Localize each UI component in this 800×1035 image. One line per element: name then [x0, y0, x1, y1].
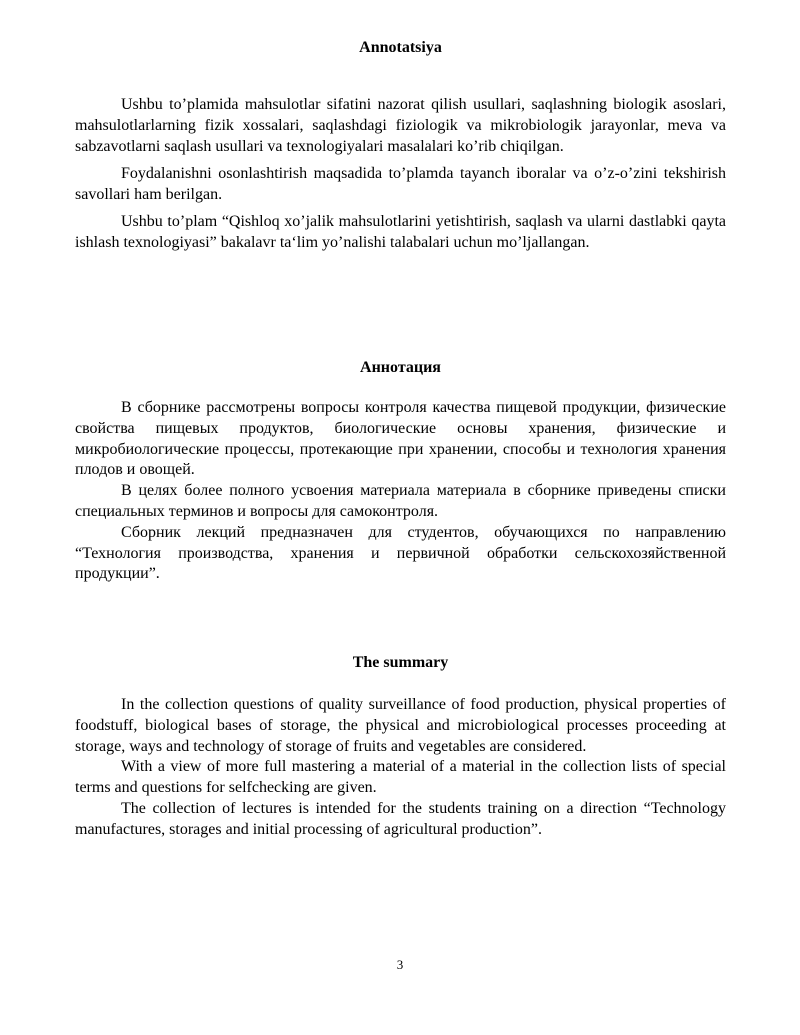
english-paragraph-1: In the collection questions of quality surveillance of food production, physical properties of foodstuff, biological bases of storage, the physical and microbiological processes proceeding at storage, ways and technology of storage of fruits and vegetables are considered. [75, 696, 726, 755]
uzbek-annotation-section [75, 38, 726, 253]
english-summary-body [75, 695, 726, 841]
uzbek-paragraph-2: Foydalanishni osonlashtirish maqsadida to’plamda tayanch iboralar va o’z-o’zini tekshirish savollari ham berilgan. [75, 165, 726, 203]
uzbek-paragraph-1: Ushbu to’plamida mahsulotlar sifatini nazorat qilish usullari, saqlashning biologik asoslari, mahsulotlarlarning fizik xossalari, saqlashdagi fiziologik va mikrobiologik jarayonlar, meva va sabzavotlarni saqlash usullari va texnologiyalari masalalari ko’rib chiqilgan. [75, 96, 726, 155]
russian-annotation-body [75, 398, 726, 585]
english-summary-section [75, 653, 726, 841]
uzbek-annotation-body [75, 94, 726, 253]
english-paragraph-3: The collection of lectures is intended for the students training on a direction “Technology manufactures, storages and initial processing of agricultural production”. [75, 799, 726, 838]
english-summary-title: The summary [352, 654, 449, 671]
page-number: 3 [396, 957, 404, 972]
russian-paragraph-3: Сборник лекций предназначен для студентов, обучающихся по направлению “Технология производства, хранения и первичной обработки сельскохозяйственной продукции”. [75, 523, 726, 583]
uzbek-annotation-title: Annotatsiya [359, 39, 442, 56]
russian-annotation-title: Аннотация [360, 359, 441, 376]
russian-paragraph-2: В целях более полного усвоения материала материала в сборнике приведены списки специальных терминов и вопросы для самоконтроля. [75, 482, 726, 520]
english-paragraph-2: With a view of more full mastering a material of a material in the collection lists of special terms and questions for selfchecking are given. [75, 758, 726, 797]
russian-annotation-section [75, 358, 726, 585]
uzbek-paragraph-3: Ushbu to’plam “Qishloq xo’jalik mahsulotlarini yetishtirish, saqlash va ularni dastlabki qayta ishlash texnologiyasi” bakalavr ta‘lim yo’nalishi talabalari uchun mo’ljallangan. [75, 213, 726, 251]
russian-paragraph-1: В сборнике рассмотрены вопросы контроля качества пищевой продукции, физические свойства пищевых продуктов, биологические основы хранения, физические и микробиологические процессы, протекающие при хранении, способы и технология хранения плодов и овощей. [75, 399, 726, 479]
